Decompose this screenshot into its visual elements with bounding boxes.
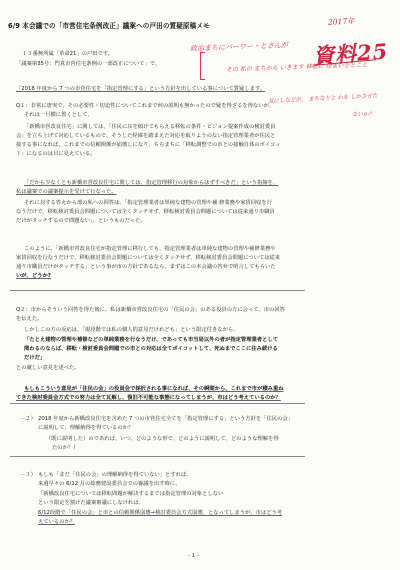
separator [10, 290, 305, 291]
sub2-line: たのか？） [52, 445, 79, 451]
intro-line: １３番無所属「革命21」の戸田です。 [22, 51, 114, 57]
q1-line: 「新橋市営改良住宅」に関しては、「住民に耳を傾けてもらえる移転の条件・ビジョン提案作成の検討委員 [24, 124, 276, 130]
stamp-year: 2017年 [327, 16, 355, 27]
handwritten-note-1: 政治まちにパーワー・とさんが [189, 41, 289, 53]
sub3-marker: －３） [20, 472, 36, 478]
q2-line: もしもこういう意見が「住民の会」の役員会で採択される事になれば、その瞬間から、これまで市が積み重ね [24, 386, 284, 392]
q1-line: Q１：非常に唐突で、その必要性・切迫性についてこれまで何の説明も無かったので疑を得ざるを得ないが、 [16, 103, 275, 109]
q2-line: との厳しい意見を述べた。 [16, 365, 80, 371]
handwritten-note-2: その 私の まちから いきます 移転に 住まいをとこと [225, 61, 368, 74]
sub3-line: 「新橋改良住宅については移転問題が解決するまでは指定管理の対象としない [38, 491, 224, 497]
q1-line: 「だから少なくとも新橋市営改良住宅に関しては、指定管理移行の対象からはずすべきだ」という指摘を、 [24, 180, 279, 186]
q2-line: てきた検討委員会方式での努力は全て瓦解し、復旧不可能な事態になってしまうが、市はどう考えているのか？ [16, 395, 281, 401]
q2-line: 関わるのならば、移転・検討委員会問題での市との対応は全てボイコットして、死ぬまでここに住み続ける [24, 346, 278, 352]
sub2-line: （既に説明した）のであれば、いつ、どのような形で、どのように説明して、どのような理解を得 [46, 436, 279, 442]
sub2-line: に説明して、理解納得を得ているのか？ [38, 425, 134, 431]
handwritten-note-4: ないか？ [352, 112, 375, 118]
q2-line: Q２：市からそういう回答を得た後に、私は新橋市営改良住宅の「住民の会」のある役員の方に会って、市の回答 [16, 307, 285, 313]
q1-line: 家賃回収を行なうだけで、移転検討委員会問題については全くタッチせず、移転検討委員会問題については従来 [16, 255, 281, 261]
intro-line: 「2018 年度から 7 つの市営住宅を「指定管理にする」という方針を出している事について質疑します。 [16, 86, 266, 92]
q1-line: 私は議案での議案提示を受けて行なった。 [16, 189, 117, 195]
page-number: - 1 - [188, 553, 199, 559]
q2-line: しかしこの方の反応は、「現段階では私の個人的意見だけれども」という限定付きながら、 [24, 327, 239, 333]
sub2-line: 2018 年度から新橋改良住宅を含めた 7 つの市営住宅全てを「指定管理にする」という方針を「住民の会」 [38, 416, 293, 422]
sub3-line: えているのか？ [38, 519, 76, 525]
q1-line: このように、「新橋市営改良住宅が指定管理に移行しても、指定管理業者は単純な建物の管理や補修業務や [24, 246, 276, 252]
q2-line: 「たとえ建物の管理や補修などの単純業務を行なうだけ、であっても市当局以外の者が指定管理業者として [24, 337, 278, 343]
q1-line: なうだけで、移転検討委員会問題については全くタッチせず、移転検討委員会問題については従来通り市職員 [16, 209, 275, 215]
sub2-marker: －２） [20, 416, 36, 422]
q1-line: だけがタッチするので問題ない」、というものだった。 [16, 218, 146, 224]
separator [10, 403, 305, 404]
intro-line: 「議案第35号：門真市営住宅条例の一部改正について」で、 [16, 61, 161, 67]
sub3-line: もしも「まだ「住民の会」の理解納得を得ていない」とすれば、 [38, 472, 192, 478]
q2-line: を伝えた。 [16, 316, 43, 322]
q1-line: ト」になるのは目に見えている。 [16, 151, 96, 157]
separator [10, 456, 305, 457]
sub3-line: 来週早々の 6/12 月の総務建設委員会での審議を出す時に、 [38, 481, 181, 487]
q2-line: だけだ」 [24, 355, 46, 361]
sub3-line: 6/12段階で「住民の会」と市との信頼関係崩壊→検討委員会方式崩壊、となってしまうが、市はどう考 [38, 510, 283, 516]
q1-line: 通り市職員だけがタッチする」という事が市の方針であるなら、まずはこの本会議の答弁で明言してもらいた [16, 264, 276, 270]
q1-line: それに対する答えから部の私への回答は、「指定管理業者は単純な建物の管理や補 修業務や家賃回収を行 [24, 200, 272, 206]
document-title: 6/9 本会議での「市営住宅条例改正」議案への戸田の質疑原稿メモ [8, 22, 210, 30]
handwritten-bracket [200, 52, 205, 80]
q1-line: 接する事になれば、これまでの信頼関係が崩壊しになり、ちらまちに「移転調整での市との接触自体のボイコッ [16, 142, 281, 148]
q1-line: いが、どうか? [16, 273, 51, 279]
handwritten-note-3: 気にしなどが。 まちなりと わを しかさせた [267, 93, 378, 105]
q1-line: それは一旦横に置くとして、 [24, 112, 93, 118]
q1-line: 会」を立ち上げて対応しているもので、そうした経緯を踏まえた対応を取りようのない指定管理業者が住民と [16, 133, 276, 139]
document-stamp: 資料25 [312, 38, 390, 69]
sub3-line: という限定を割けた議案審議にしなければ、 [38, 500, 144, 506]
